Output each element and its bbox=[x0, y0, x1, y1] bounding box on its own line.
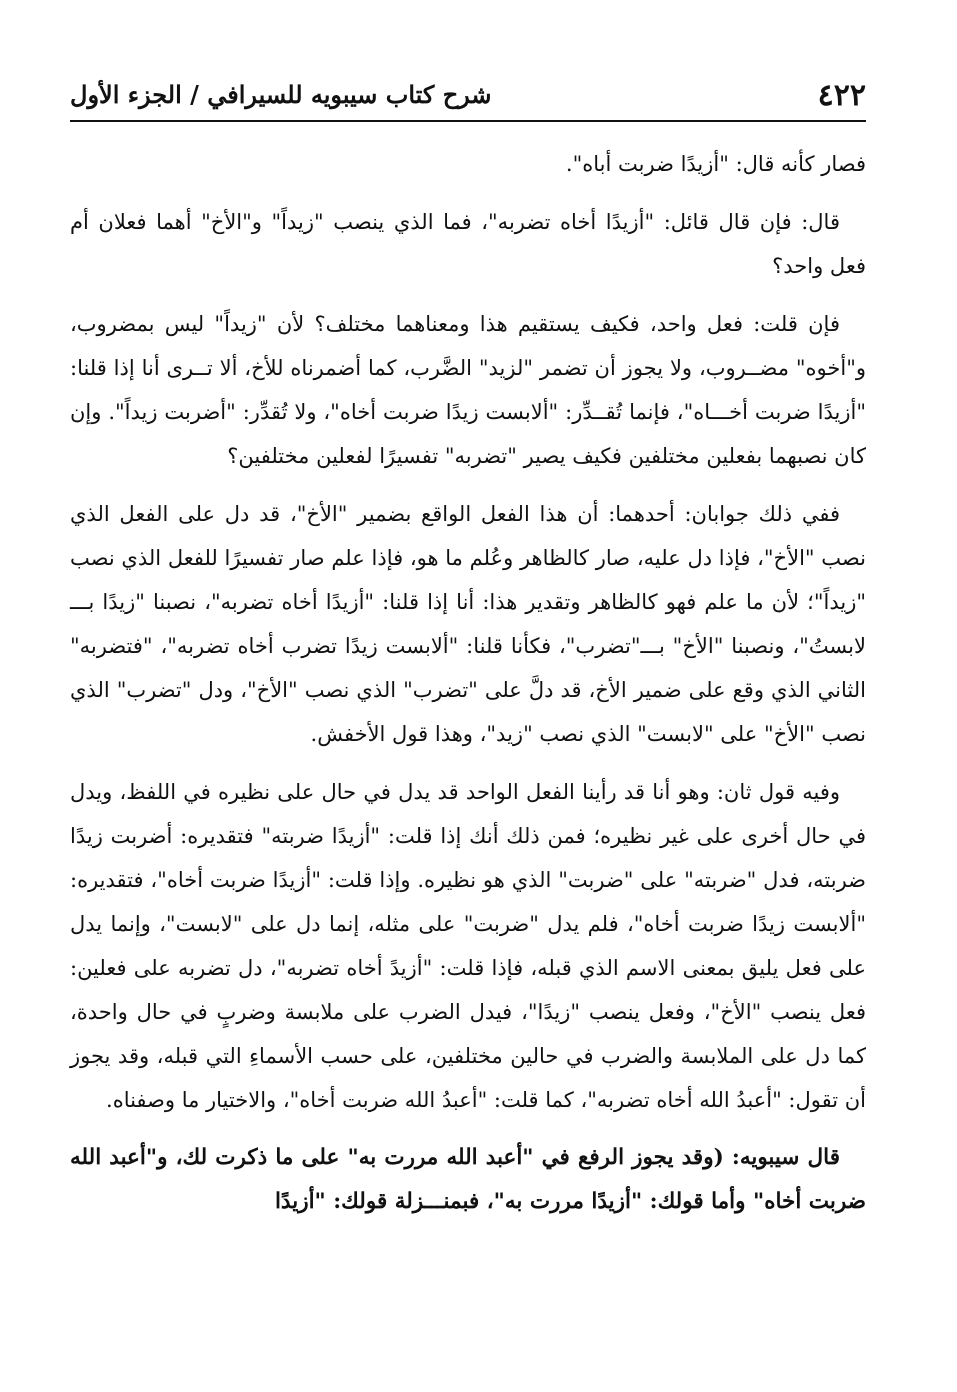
paragraph: فإن قلت: فعل واحد، فكيف يستقيم هذا ومعناهما مختلف؟ لأن "زيداً" ليس بمضروب، و"أخوه" مضــروب، ولا يجوز أن تضمر "لزيد" الضَّرب، كما أضمرناه للأخ، ألا تــرى أنا إذا قلنا: "أزيدًا ضربت أخـــاه"، فإنما تُقــدِّر: "ألابست زيدًا ضربت أخاه"، ولا تُقدِّر: "أضربت زيداً". وإن كان نصبهما بفعلين مختلفين فكيف يصير "تضربه" تفسيرًا لفعلين مختلفين؟ bbox=[70, 312, 866, 468]
paragraph: قال: فإن قال قائل: "أزيدًا أخاه تضربه"، فما الذي ينصب "زيداً" و"الأخ" أهما فعلان أم فعل واحد؟ bbox=[70, 210, 866, 278]
paragraph-quote: قال سيبويه: (وقد يجوز الرفع في "أعبد الله مررت به" على ما ذكرت لك، و"أعبد الله ضربت أخاه" وأما قولك: "أزيدًا مررت به"، فبمنـــزلة قولك: "أزيدًا bbox=[70, 1145, 866, 1214]
book-page bbox=[70, 74, 866, 1374]
paragraph: ففي ذلك جوابان: أحدهما: أن هذا الفعل الواقع بضمير "الأخ"، قد دل على الفعل الذي نصب "الأخ"، فإذا دل عليه، صار كالظاهر وعُلم ما هو، فإذا علم صار تفسيرًا للفعل الذي نصب "زيداً"؛ لأن ما علم فهو كالظاهر وتقدير هذا: أنا إذا قلنا: "أزيدًا أخاه تضربه"، نصبنا "زيدًا بـــ لابستُ"، ونصبنا "الأخ" بـــ"تضرب"، فكأنا قلنا: "ألابست زيدًا تضرب أخاه تضربه"، "فتضربه" الثاني الذي وقع على ضمير الأخ، قد دلَّ على "تضرب" الذي نصب "الأخ"، ودل "تضرب" الذي نصب "الأخ" على "لابست" الذي نصب "زيد"، وهذا قول الأخفش. bbox=[70, 502, 866, 746]
paragraph: وفيه قول ثان: وهو أنا قد رأينا الفعل الواحد قد يدل في حال على نظيره في اللفظ، ويدل في حال أخرى على غير نظيره؛ فمن ذلك أنك إذا قلت: "أزيدًا ضربته" فتقديره: أضربت زيدًا ضربته، فدل "ضربته" على "ضربت" الذي هو نظيره. وإذا قلت: "أزيدًا ضربت أخاه"، فتقديره: "ألابست زيدًا ضربت أخاه"، فلم يدل "ضربت" على مثله، إنما دل على "لابست"، وإنما يدل على فعل يليق بمعنى الاسم الذي قبله، فإذا قلت: "أزيدً أخاه تضربه"، دل تضربه على فعلين: فعل ينصب "الأخ"، وفعل ينصب "زيدًا"، فيدل الضرب على ملابسة وضربٍ في حال واحدة، كما دل على الملابسة والضرب في حالين مختلفين، على حسب الأسماءِ التي قبله، وقد يجوز أن تقول: "أعبدُ الله أخاه تضربه"، كما قلت: "أعبدُ الله ضربت أخاه"، والاختيار ما وصفناه. bbox=[70, 780, 866, 1112]
page-header bbox=[70, 74, 866, 122]
page-body bbox=[70, 142, 866, 1224]
page-number: ٤٢٢ bbox=[817, 78, 866, 113]
running-title: شرح كتاب سيبويه للسيرافي / الجزء الأول bbox=[70, 80, 492, 109]
paragraph: فصار كأنه قال: "أزيدًا ضربت أباه". bbox=[565, 152, 866, 176]
